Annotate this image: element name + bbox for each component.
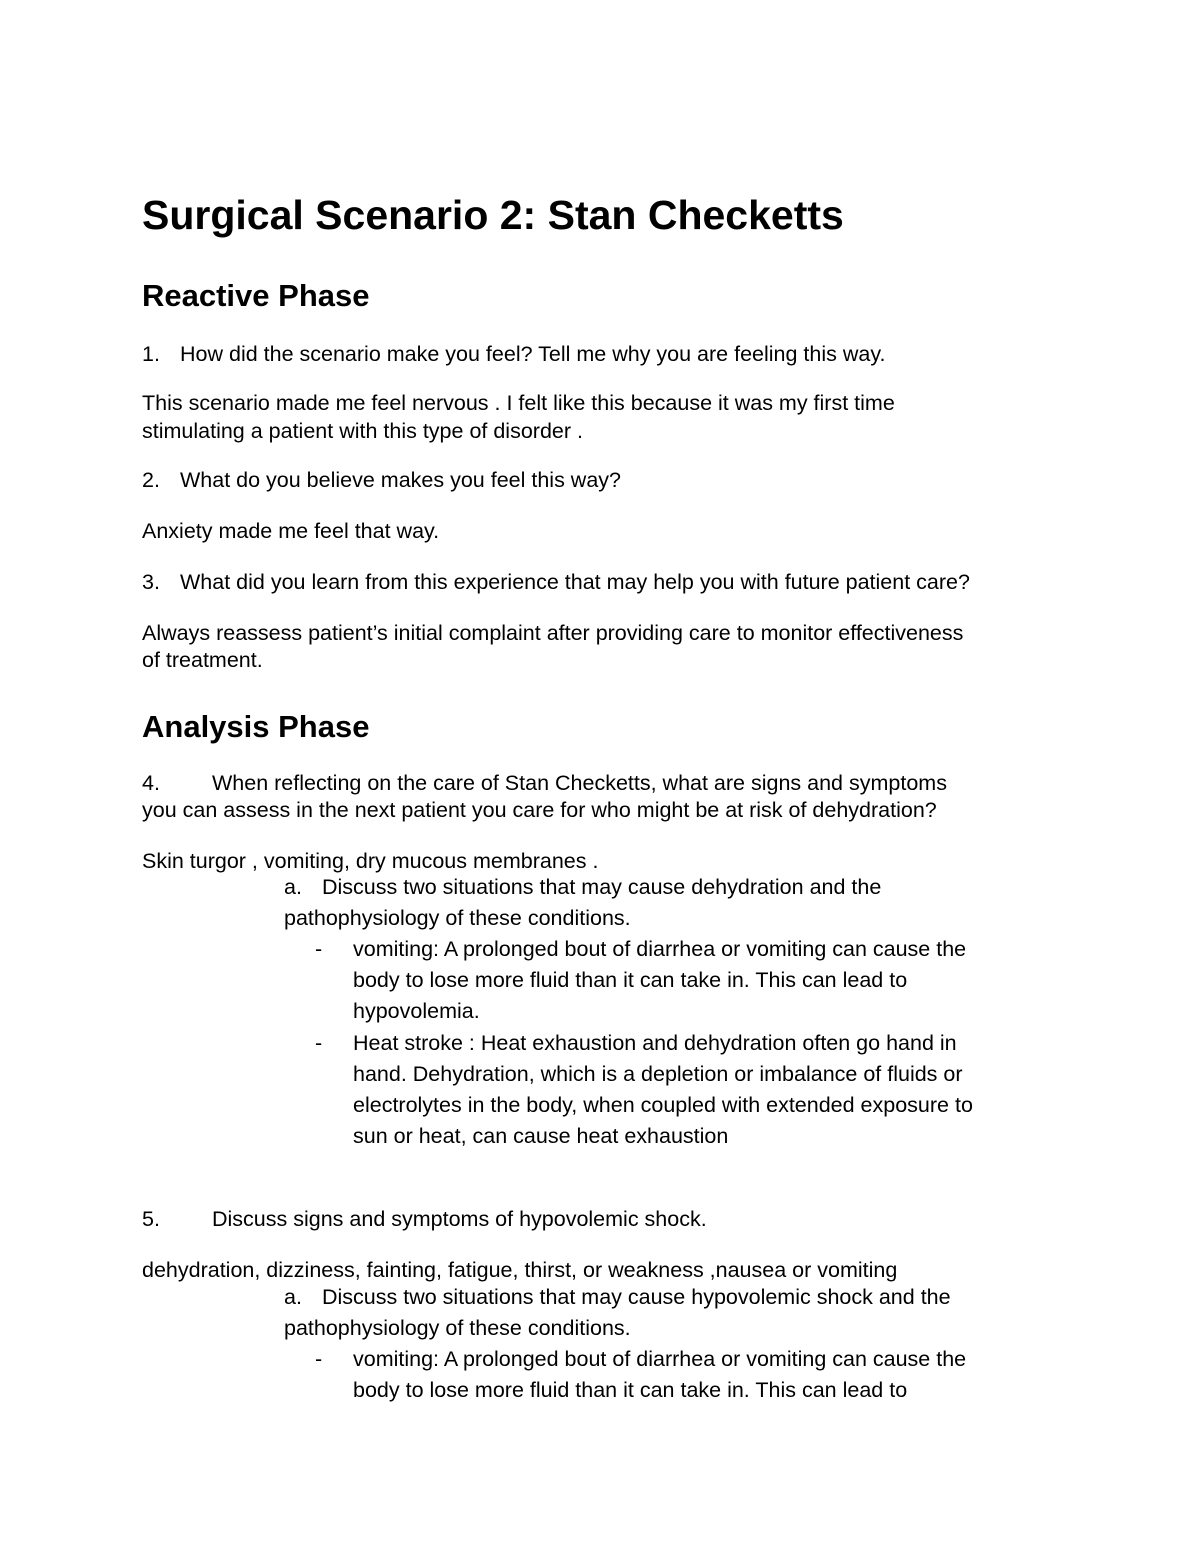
question-4a-letter: a.: [284, 875, 302, 899]
document-title: Surgical Scenario 2: Stan Checketts: [142, 192, 844, 238]
question-1-number: 1.: [142, 342, 160, 366]
question-4a-line-2: pathophysiology of these conditions.: [284, 906, 631, 930]
question-3-number: 3.: [142, 570, 160, 594]
question-2-number: 2.: [142, 468, 160, 492]
q4a-bullet-2-line-1: Heat stroke : Heat exhaustion and dehydration often go hand in: [353, 1031, 957, 1055]
analysis-phase-heading: Analysis Phase: [142, 709, 370, 744]
reactive-phase-heading: Reactive Phase: [142, 278, 370, 313]
question-5a-line-1: Discuss two situations that may cause hypovolemic shock and the: [322, 1285, 951, 1309]
question-5a-line-2: pathophysiology of these conditions.: [284, 1316, 631, 1340]
question-5a-letter: a.: [284, 1285, 302, 1309]
question-3-text: What did you learn from this experience that may help you with future patient care?: [180, 570, 970, 594]
answer-2: Anxiety made me feel that way.: [142, 519, 440, 543]
question-1-text: How did the scenario make you feel? Tell me why you are feeling this way.: [180, 342, 886, 366]
question-4-line-1: When reflecting on the care of Stan Checketts, what are signs and symptoms: [212, 771, 947, 795]
q4a-bullet-2-line-4: sun or heat, can cause heat exhaustion: [353, 1124, 729, 1148]
answer-3-line-1: Always reassess patient’s initial complaint after providing care to monitor effectiveness: [142, 621, 964, 645]
q4a-bullet-1-line-1: vomiting: A prolonged bout of diarrhea or vomiting can cause the: [353, 937, 967, 961]
question-5-number: 5.: [142, 1207, 160, 1231]
question-4a-line-1: Discuss two situations that may cause dehydration and the: [322, 875, 882, 899]
question-2-text: What do you believe makes you feel this way?: [180, 468, 621, 492]
answer-1-line-1: This scenario made me feel nervous . I felt like this because it was my first time: [142, 391, 895, 415]
question-4-line-2: you can assess in the next patient you care for who might be at risk of dehydration?: [142, 798, 937, 822]
answer-5: dehydration, dizziness, fainting, fatigue, thirst, or weakness ,nausea or vomiting: [142, 1258, 898, 1282]
q4a-bullet-2-line-3: electrolytes in the body, when coupled with extended exposure to: [353, 1093, 973, 1117]
question-5-text: Discuss signs and symptoms of hypovolemic shock.: [212, 1207, 707, 1231]
question-4-number: 4.: [142, 771, 160, 795]
q5a-bullet-1-line-1: vomiting: A prolonged bout of diarrhea or vomiting can cause the: [353, 1347, 967, 1371]
answer-4: Skin turgor , vomiting, dry mucous membranes .: [142, 849, 599, 873]
q5a-bullet-1-line-2: body to lose more fluid than it can take in. This can lead to: [353, 1378, 908, 1402]
bullet-dash: -: [315, 1031, 323, 1055]
answer-3-line-2: of treatment.: [142, 648, 263, 672]
bullet-dash: -: [315, 1347, 323, 1371]
answer-1-line-2: stimulating a patient with this type of disorder .: [142, 419, 583, 443]
q4a-bullet-1-line-2: body to lose more fluid than it can take in. This can lead to: [353, 968, 908, 992]
q4a-bullet-2-line-2: hand. Dehydration, which is a depletion or imbalance of fluids or: [353, 1062, 963, 1086]
q4a-bullet-1-line-3: hypovolemia.: [353, 999, 480, 1023]
bullet-dash: -: [315, 937, 323, 961]
